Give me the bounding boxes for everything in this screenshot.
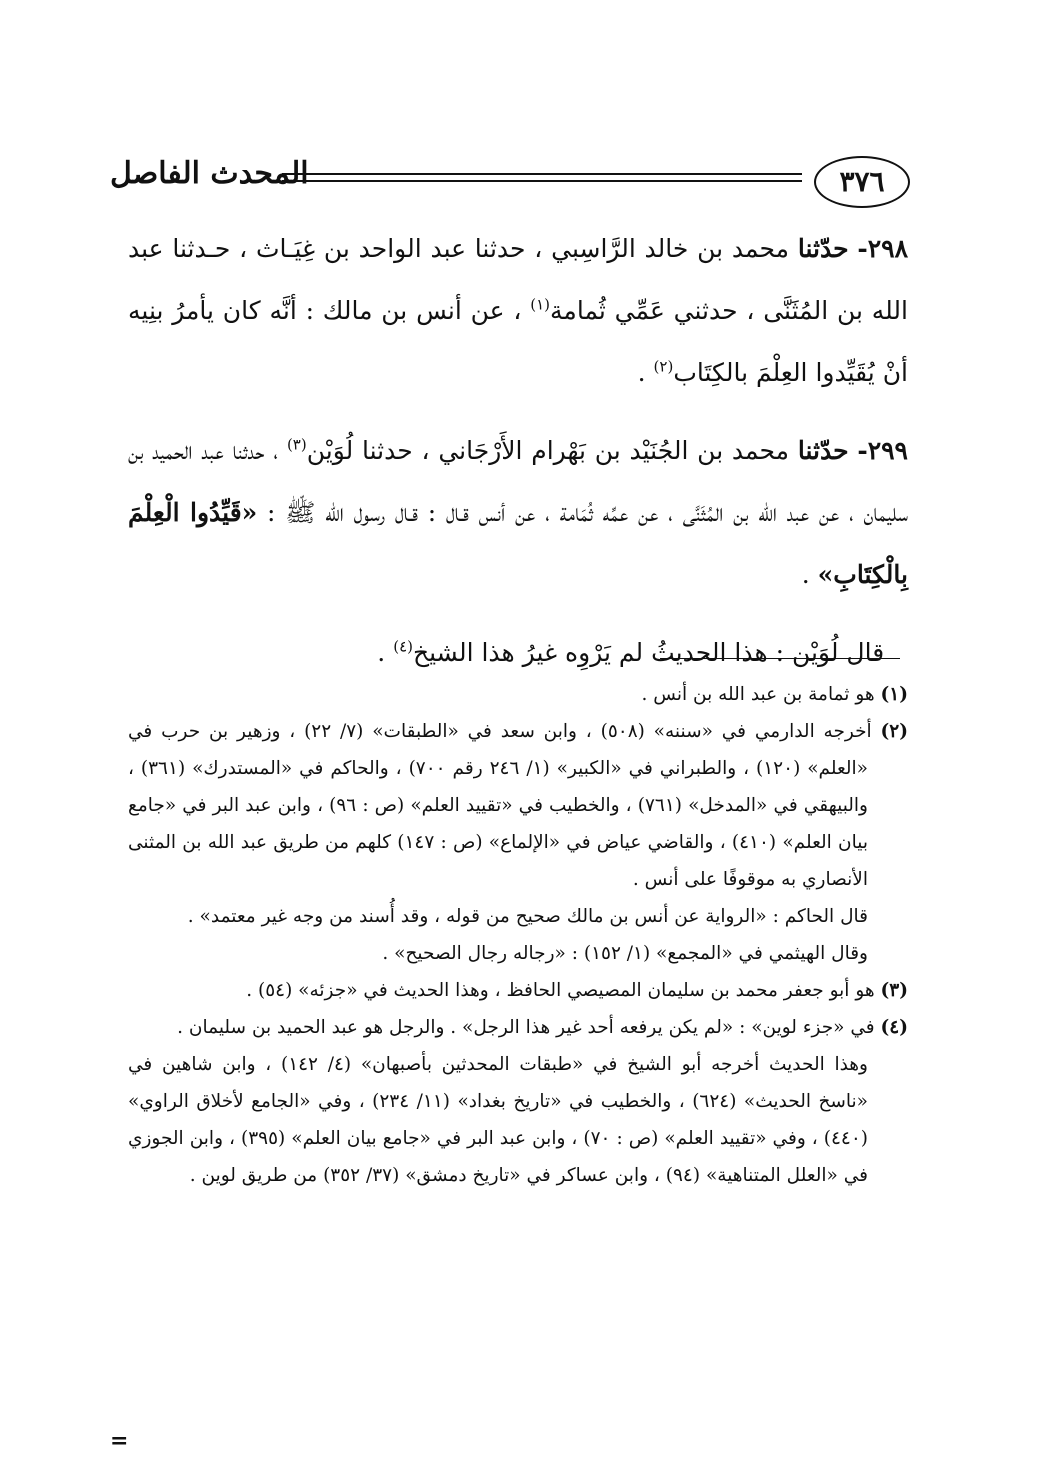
footnote-number: (٤)	[880, 1017, 908, 1038]
closing-text: قال لُوَيْن : هذا الحديثُ لم يَرْوِه غيرُ هذا الشيخ	[412, 638, 885, 667]
footnote-number: (٢)	[880, 721, 908, 742]
prophetic-quote: «قَيِّدُوا الْعِلْمَ بِالْكِتَابِ»	[128, 498, 908, 589]
page-header	[110, 150, 910, 210]
header-rule	[282, 180, 802, 182]
header-rule	[282, 173, 802, 175]
haddathana: حدّثنا	[797, 436, 849, 465]
hadith-text: محمد بن خالد الرَّاسِبي ، حدثنا عبد الواحد بن غِيَـاث ، حـدثنا عبد الله بن المُثَنَّى ، حدثني عَمِّي ثُمامة	[128, 234, 908, 325]
footnote-ref[interactable]: (٤)	[393, 637, 413, 656]
continuation-mark: =	[110, 1428, 129, 1454]
footnote-2-quote: قال الحاكم : «الرواية عن أنس بن مالك صحيح من قوله ، وقد أُسند من وجه غير معتمد» .	[187, 906, 868, 927]
footnote-1	[128, 676, 908, 713]
hadith-298	[128, 218, 908, 404]
hadith-text: ، حدثنا عبد الحميد بن سليمان ، عن عبد الله بن المُثَنَّى ، عن عمِّه ثُمَامة ، عن أنس قـال : قـال رسول الله ﷺ :	[128, 436, 908, 527]
footnote-ref[interactable]: (٢)	[653, 357, 674, 376]
closing-end: .	[377, 638, 386, 667]
footnotes	[128, 676, 908, 1194]
footnote-2-quote: وقال الهيثمي في «المجمع» (١/ ١٥٢) : «رجاله رجال الصحيح» .	[382, 943, 868, 964]
hadith-number: ٢٩٨-	[857, 234, 909, 263]
footnote-text: أخرجه الدارمي في «سننه» (٥٠٨) ، وابن سعد في «الطبقات» (٧/ ٢٢) ، وزهير بن حرب في «العلم» (١٢٠) ، والطبراني في «الكبير» (١/ ٢٤٦ رقم ٧٠٠) ، والحاكم في «المستدرك» (٣٦١) ، والبيهقي في «المدخل» (٧٦١) ، والخطيب في «تقييد العلم» (ص : ٩٦) ، وابن عبد البر في «جامع بيان العلم» (٤١٠) ، والقاضي عياض في «الإلماع» (ص : ١٤٧) كلهم من طريق عبد الله بن المثنى الأنصاري به موقوفًا على أنس .	[128, 721, 872, 890]
hadith-text: محمد بن الجُنَيْد بن بَهْرام الأَرْجَاني ، حدثنا لُوَيْن	[306, 436, 790, 465]
main-text	[128, 218, 908, 700]
footnote-2	[128, 713, 908, 898]
hadith-text: ، عن أنس بن مالك : أنَّه كان يأمرُ بنِيه أنْ يُقَيِّدوا العِلْمَ بالكِتَاب	[128, 296, 908, 387]
page-number: ٣٧٦	[814, 156, 910, 208]
hadith-number: ٢٩٩-	[857, 436, 908, 465]
footnote-number: (١)	[880, 684, 908, 705]
closing-remark	[128, 622, 908, 684]
footnote-separator	[660, 658, 900, 659]
footnote-4-continued: وهذا الحديث أخرجه أبو الشيخ في «طبقات المحدثين بأصبهان» (٤/ ١٤٢) ، وابن شاهين في «ناسخ الحديث» (٦٢٤) ، والخطيب في «تاريخ بغداد» (١١/ ٢٣٤) ، وفي «الجامع لأخلاق الراوي» (٤٤٠) ، وفي «تقييد العلم» (ص : ٧٠) ، وابن عبد البر في «جامع بيان العلم» (٣٩٥) ، وابن الجوزي في «العلل المتناهية» (٩٤) ، وابن عساكر في «تاريخ دمشق» (٣٧/ ٣٥٢) من طريق لوين .	[128, 1054, 869, 1186]
hadith-end: .	[801, 560, 810, 589]
book-title: المحدث الفاصل	[110, 156, 309, 191]
hadith-end: .	[637, 358, 646, 387]
footnote-text: هو أبو جعفر محمد بن سليمان المصيصي الحافظ ، وهذا الحديث في «جزئه» (٥٤) .	[246, 980, 875, 1001]
footnote-3	[128, 972, 908, 1009]
footnote-4	[128, 1009, 908, 1046]
footnote-text: في «جزء لوين» : «لم يكن يرفعه أحد غير هذا الرجل» . والرجل هو عبد الحميد بن سليمان .	[177, 1017, 875, 1038]
hadith-299	[128, 420, 908, 606]
footnote-text: هو ثمامة بن عبد الله بن أنس .	[641, 684, 875, 705]
footnote-ref[interactable]: (٣)	[286, 435, 307, 454]
footnote-ref[interactable]: (١)	[530, 295, 551, 314]
haddathana: حدّثنا	[797, 234, 849, 263]
footnote-number: (٣)	[880, 980, 908, 1001]
